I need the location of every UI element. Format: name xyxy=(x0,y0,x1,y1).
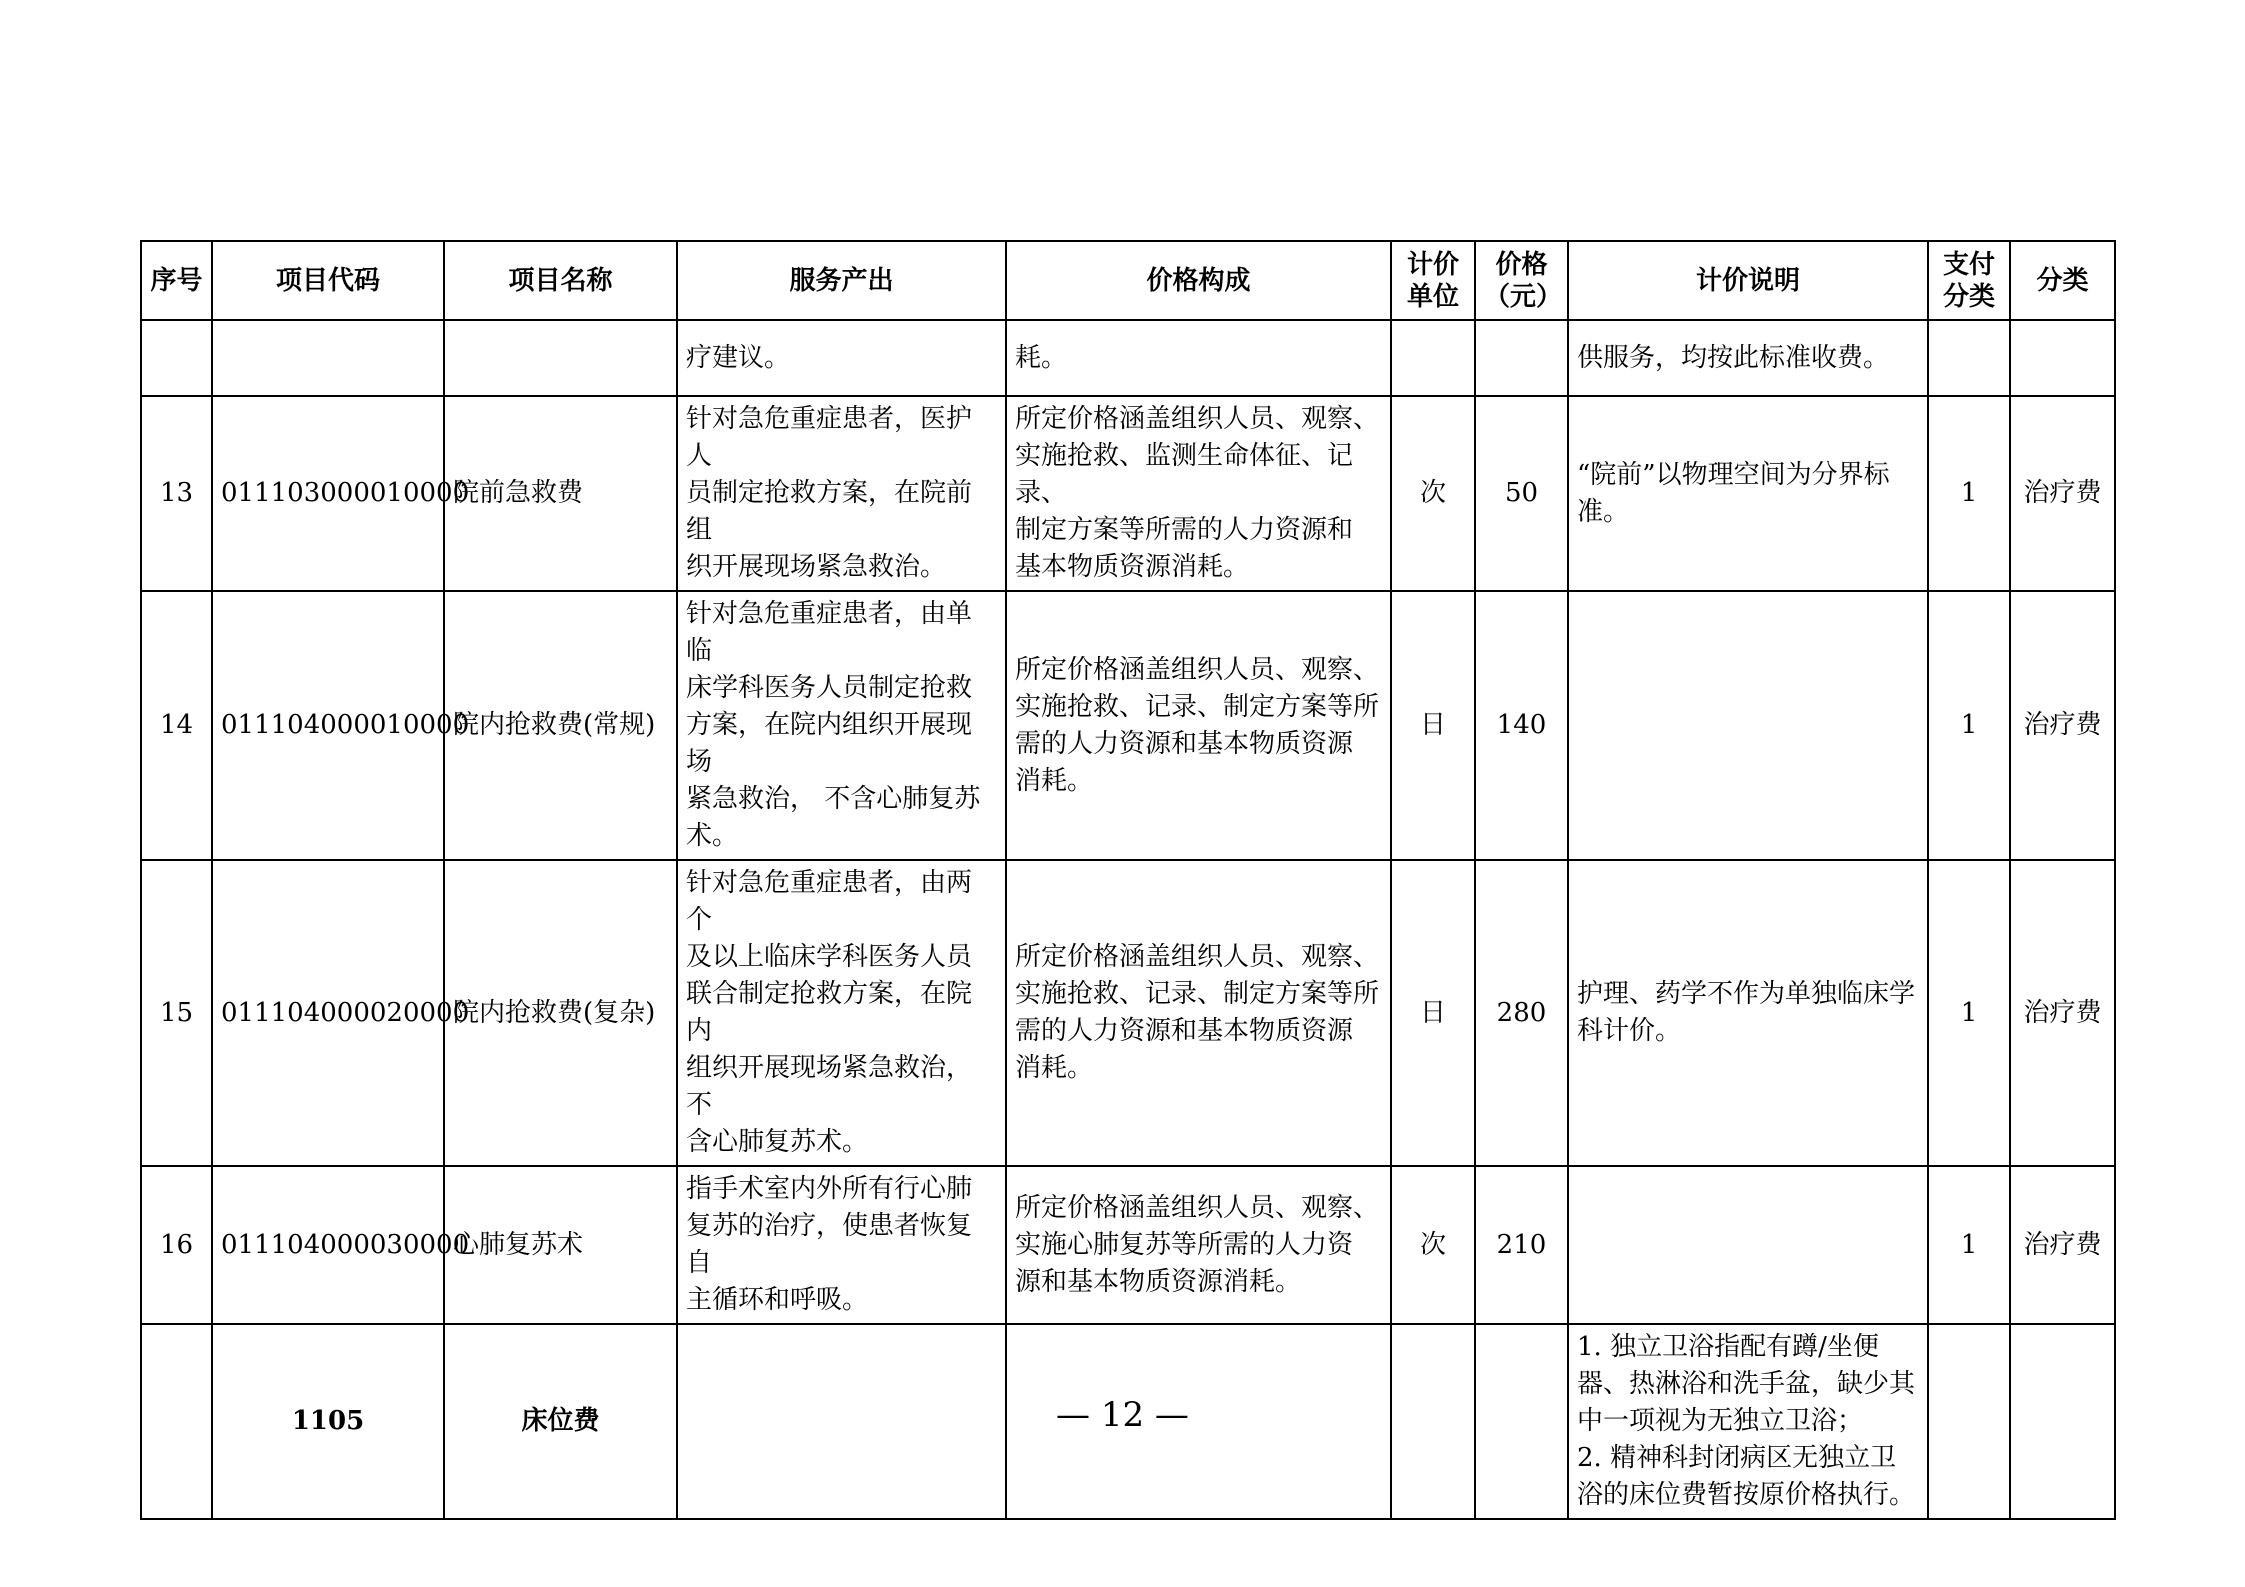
cell-service xyxy=(677,860,1006,1166)
cell-code: 1105 xyxy=(212,1324,444,1519)
cell-seq: 16 xyxy=(141,1166,212,1324)
cell-composition-line: 需的人力资源和基本物质资源 xyxy=(1015,1016,1354,1046)
header-composition: 价格构成 xyxy=(1006,241,1391,320)
cell-note-line: 准。 xyxy=(1577,496,1630,527)
cell-payment: 1 xyxy=(1928,396,2010,591)
header-payment-line: 分类 xyxy=(1942,281,1995,312)
cell-composition-line: 消耗。 xyxy=(1015,1053,1094,1083)
table-body xyxy=(141,320,2115,1519)
cell-note-line: 中一项视为无独立卫浴； xyxy=(1577,1406,1864,1436)
cell-note-line: 浴的床位费暂按原价格执行。 xyxy=(1577,1480,1916,1510)
cell-composition-line: 实施抢救、记录、制定方案等所 xyxy=(1015,691,1380,722)
cell-note xyxy=(1568,320,1928,396)
cell-composition xyxy=(1006,1166,1391,1324)
table-row xyxy=(141,860,2115,1166)
cell-seq: 14 xyxy=(141,591,212,860)
cell-service-line: 指手术室内外所有行心肺 xyxy=(686,1174,973,1204)
cell-note-line: “院前”以物理空间为分界标 xyxy=(1577,459,1890,490)
cell-category: 治疗费 xyxy=(2010,591,2115,860)
cell-seq: 15 xyxy=(141,860,212,1166)
cell-service-line: 主循环和呼吸。 xyxy=(686,1285,869,1315)
header-payment xyxy=(1928,241,2010,320)
cell-name xyxy=(444,320,677,396)
cell-service xyxy=(677,591,1006,860)
cell-composition-line: 所定价格涵盖组织人员、观察、 xyxy=(1015,942,1380,972)
cell-service-line: 联合制定抢救方案，在院内 xyxy=(686,979,973,1046)
cell-service-line: 术。 xyxy=(686,821,739,851)
cell-code: 011104000020000 xyxy=(212,860,444,1166)
cell-note-line: 科计价。 xyxy=(1577,1016,1682,1046)
cell-composition-line: 基本物质资源消耗。 xyxy=(1015,552,1250,582)
cell-note xyxy=(1568,396,1928,591)
cell-unit: 日 xyxy=(1391,860,1475,1166)
header-payment-line: 支付 xyxy=(1942,249,1995,280)
cell-unit: 次 xyxy=(1391,1166,1475,1324)
cell-service-line: 针对急危重症患者，医护人 xyxy=(686,404,973,471)
cell-category: 治疗费 xyxy=(2010,860,2115,1166)
cell-service-line: 方案，在院内组织开展现场 xyxy=(686,710,973,777)
cell-seq: 13 xyxy=(141,396,212,591)
header-price-line: 价格 xyxy=(1495,249,1548,280)
cell-code: 011104000010000 xyxy=(212,591,444,860)
cell-composition xyxy=(1006,860,1391,1166)
cell-unit: 次 xyxy=(1391,396,1475,591)
cell-note xyxy=(1568,1166,1928,1324)
header-row xyxy=(141,241,2115,320)
cell-composition-line: 实施心肺复苏等所需的人力资 xyxy=(1015,1229,1354,1260)
cell-note xyxy=(1568,591,1928,860)
header-price xyxy=(1475,241,1568,320)
cell-code xyxy=(212,320,444,396)
cell-note-line: 器、热淋浴和洗手盆，缺少其 xyxy=(1577,1369,1916,1399)
cell-service-line: 针对急危重症患者，由两个 xyxy=(686,868,973,935)
header-unit-line: 计价 xyxy=(1406,249,1459,280)
header-name: 项目名称 xyxy=(444,241,677,320)
cell-service-line: 组织开展现场紧急救治，不 xyxy=(686,1053,973,1120)
cell-composition-line: 消耗。 xyxy=(1015,765,1094,796)
header-category: 分类 xyxy=(2010,241,2115,320)
cell-category xyxy=(2010,320,2115,396)
cell-unit: 日 xyxy=(1391,591,1475,860)
cell-name: 心肺复苏术 xyxy=(444,1166,677,1324)
cell-price: 50 xyxy=(1475,396,1568,591)
cell-composition-line: 耗。 xyxy=(1015,342,1068,373)
cell-service xyxy=(677,396,1006,591)
cell-payment: 1 xyxy=(1928,860,2010,1166)
cell-service-line: 织开展现场紧急救治。 xyxy=(686,552,947,582)
cell-service-line: 及以上临床学科医务人员 xyxy=(686,942,973,972)
cell-composition-line: 源和基本物质资源消耗。 xyxy=(1015,1266,1302,1297)
cell-note-line: 2. 精神科封闭病区无独立卫 xyxy=(1577,1443,1897,1473)
cell-composition xyxy=(1006,320,1391,396)
cell-price xyxy=(1475,320,1568,396)
cell-note-line: 护理、药学不作为单独临床学 xyxy=(1577,979,1916,1009)
cell-note-line: 1. 独立卫浴指配有蹲/坐便 xyxy=(1577,1332,1879,1362)
table-row xyxy=(141,1166,2115,1324)
cell-code: 011104000030000 xyxy=(212,1166,444,1324)
cell-price: 280 xyxy=(1475,860,1568,1166)
cell-service-line: 员制定抢救方案，在院前组 xyxy=(686,478,973,545)
cell-price: 210 xyxy=(1475,1166,1568,1324)
cell-name: 床位费 xyxy=(444,1324,677,1519)
header-unit xyxy=(1391,241,1475,320)
cell-service xyxy=(677,320,1006,396)
cell-name: 院前急救费 xyxy=(444,396,677,591)
cell-name: 院内抢救费(常规) xyxy=(444,591,677,860)
table-row xyxy=(141,396,2115,591)
cell-service xyxy=(677,1166,1006,1324)
cell-service-line: 疗建议。 xyxy=(686,342,791,373)
cell-composition-line: 所定价格涵盖组织人员、观察、 xyxy=(1015,404,1380,434)
cell-category: 治疗费 xyxy=(2010,396,2115,591)
cell-service-line: 针对急危重症患者，由单临 xyxy=(686,599,973,666)
cell-composition-line: 实施抢救、记录、制定方案等所 xyxy=(1015,979,1380,1009)
cell-note xyxy=(1568,860,1928,1166)
header-note: 计价说明 xyxy=(1568,241,1928,320)
cell-unit xyxy=(1391,320,1475,396)
cell-payment: 1 xyxy=(1928,1166,2010,1324)
cell-composition-line: 制定方案等所需的人力资源和 xyxy=(1015,515,1354,545)
cell-payment xyxy=(1928,320,2010,396)
cell-composition-line: 需的人力资源和基本物质资源 xyxy=(1015,728,1354,759)
cell-composition-line: 实施抢救、监测生命体征、记录、 xyxy=(1015,441,1354,508)
cell-seq xyxy=(141,320,212,396)
header-price-line: （元） xyxy=(1484,281,1563,312)
cell-composition xyxy=(1006,591,1391,860)
cell-code: 011103000010000 xyxy=(212,396,444,591)
price-table xyxy=(140,240,2116,1520)
cell-service-line: 床学科医务人员制定抢救 xyxy=(686,673,973,703)
page-number: — 12 — xyxy=(1056,1395,1189,1435)
cell-composition-line: 所定价格涵盖组织人员、观察、 xyxy=(1015,1192,1380,1223)
header-unit-line: 单位 xyxy=(1406,281,1459,312)
cell-payment: 1 xyxy=(1928,591,2010,860)
cell-service-line: 紧急救治， 不含心肺复苏 xyxy=(686,784,981,814)
cell-name: 院内抢救费(复杂) xyxy=(444,860,677,1166)
header-code: 项目代码 xyxy=(212,241,444,320)
cell-category: 治疗费 xyxy=(2010,1166,2115,1324)
cell-note-line: 供服务，均按此标准收费。 xyxy=(1577,342,1890,373)
cell-composition xyxy=(1006,396,1391,591)
header-service: 服务产出 xyxy=(677,241,1006,320)
cell-service-line: 含心肺复苏术。 xyxy=(686,1127,869,1157)
table-row xyxy=(141,591,2115,860)
table-row xyxy=(141,320,2115,396)
cell-service-line: 复苏的治疗，使患者恢复自 xyxy=(686,1211,973,1278)
header-seq: 序号 xyxy=(141,241,212,320)
cell-price: 140 xyxy=(1475,591,1568,860)
cell-composition-line: 所定价格涵盖组织人员、观察、 xyxy=(1015,654,1380,685)
